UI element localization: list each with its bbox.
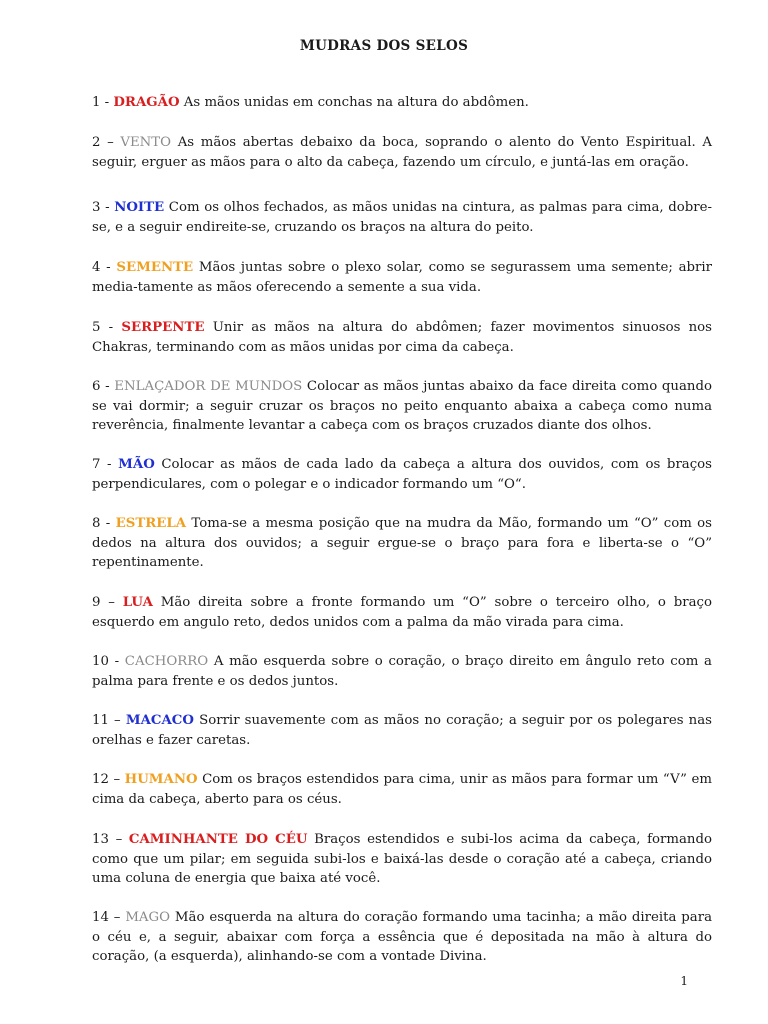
item-description: As mãos unidas em conchas na altura do abdômen. — [179, 95, 529, 111]
item-description: Com os olhos fechados, as mãos unidas na cintura, as palmas para cima, dobre-se, e a seguir endireite-se, cruzando os braços na altura do peito. — [92, 200, 712, 235]
item-name: MAGO — [125, 910, 171, 926]
item-description: As mãos abertas debaixo da boca, soprando o alento do Vento Espiritual. A seguir, erguer as mãos para o alto da cabeça, fazendo um círculo, e juntá-las em oração. — [92, 135, 713, 170]
list-item — [92, 514, 712, 573]
list-item — [92, 711, 712, 750]
item-description: Mão direita sobre a fronte formando um “O” sobre o terceiro olho, o braço esquerdo em angulo reto, dedos unidos com a palma da mão virada para cima. — [92, 595, 712, 630]
list-item — [92, 593, 712, 632]
item-description: Mãos juntas sobre o plexo solar, como se segurassem uma semente; abrir media-tamente as mãos oferecendo a semente a sua vida. — [92, 260, 712, 295]
item-number: 8 - — [92, 516, 116, 532]
item-description: Mão esquerda na altura do coração formando uma tacinha; a mão direita para o céu e, a seguir, abaixar com força a essência que é depositada na mão à altura do coração, (a esquerda), alinhando-se com a vontade Divina. — [92, 910, 712, 965]
item-number: 6 - — [92, 379, 115, 395]
item-name: CACHORRO — [124, 654, 209, 670]
item-description: A mão esquerda sobre o coração, o braço direito em ângulo reto com a palma para frente e os dedos juntos. — [92, 654, 712, 689]
item-number: 14 – — [92, 910, 126, 926]
list-item — [92, 908, 712, 967]
list-item — [92, 93, 712, 113]
item-description: Sorrir suavemente com as mãos no coração; a seguir por os polegares nas orelhas e fazer caretas. — [92, 713, 712, 748]
item-number: 13 – — [92, 832, 129, 848]
item-name: MÃO — [118, 457, 155, 473]
item-name: HUMANO — [124, 772, 198, 788]
item-description: Com os braços estendidos para cima, unir as mãos para formar um “V” em cima da cabeça, aberto para os céus. — [92, 772, 712, 807]
list-item — [92, 258, 712, 297]
item-number: 11 – — [92, 713, 126, 729]
list-item — [92, 770, 712, 809]
list-item — [92, 830, 712, 889]
item-description: Colocar as mãos juntas abaixo da face direita como quando se vai dormir; a seguir cruzar os braços no peito enquanto abaixa a cabeça como numa reverência, finalmente levantar a cabeça com os braços cruzados diante dos olhos. — [92, 379, 712, 434]
list-item — [92, 318, 712, 357]
item-name: ESTRELA — [115, 516, 187, 532]
item-name: VENTO — [120, 135, 172, 151]
item-description: Unir as mãos na altura do abdômen; fazer movimentos sinuosos nos Chakras, terminando com as mãos unidas por cima da cabeça. — [92, 320, 713, 355]
item-number: 10 - — [92, 654, 125, 670]
item-number: 1 - — [92, 95, 114, 111]
list-item — [92, 652, 712, 691]
list-item — [92, 455, 712, 494]
item-description: Colocar as mãos de cada lado da cabeça a altura dos ouvidos, com os braços perpendiculares, com o polegar e o indicador formando um “O“. — [92, 457, 713, 492]
item-number: 5 - — [92, 320, 122, 336]
list-item — [92, 377, 712, 436]
item-name: MACACO — [125, 713, 194, 729]
list-item — [92, 198, 712, 237]
page-number: 1 — [680, 974, 688, 988]
item-description: Toma-se a mesma posição que na mudra da Mão, formando um “O” com os dedos na altura dos ouvidos; a seguir ergue-se o braço para fora e liberta-se o “O” repentinamente. — [92, 516, 713, 571]
item-number: 4 - — [92, 260, 117, 276]
item-name: NOITE — [114, 200, 165, 216]
item-number: 7 - — [92, 457, 119, 473]
item-name: CAMINHANTE DO CÉU — [128, 832, 308, 848]
item-name: SERPENTE — [121, 320, 205, 336]
item-number: 12 – — [92, 772, 125, 788]
item-name: SEMENTE — [116, 260, 194, 276]
item-name: LUA — [122, 595, 153, 611]
item-name: ENLAÇADOR DE MUNDOS — [114, 379, 303, 395]
item-description: Braços estendidos e subi-los acima da cabeça, formando como que um pilar; em seguida subi-los e baixá-las desde o coração até a cabeça, criando uma coluna de energia que baixa até você. — [92, 832, 712, 887]
item-number: 3 - — [92, 200, 115, 216]
list-item — [92, 133, 712, 172]
item-name: DRAGÃO — [113, 95, 180, 111]
page-title: MUDRAS DOS SELOS — [299, 38, 469, 54]
item-number: 9 – — [92, 595, 123, 611]
item-number: 2 – — [92, 135, 121, 151]
